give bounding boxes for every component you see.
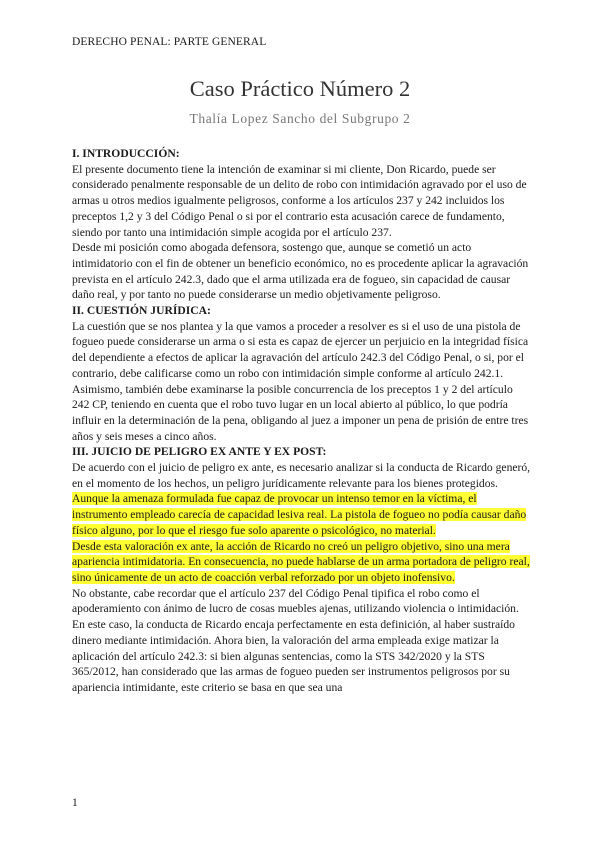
paragraph-cuestion-2: Asimismo, también debe examinarse la posible concurrencia de los preceptos 1 y 2 del artículo 242 CP, teniendo en cuenta que el robo tuvo lugar en un local abierto al público, lo que podría influir en la determinación de la pena, obligando al juez a imponer un pena de prisión de entre tres años y seis meses a cinco años. <box>72 382 529 443</box>
paragraph-intro-2: Desde mi posición como abogada defensora, sostengo que, aunque se cometió un acto intimidatorio con el fin de obtener un beneficio económico, no es procedente aplicar la agravación prevista en el artículo 242.3, dado que el arma utilizada era de fogueo, sin capacidad de causar daño real, y por tanto no puede considerarse un medio objetivamente peligroso. <box>72 241 529 302</box>
paragraph-intro-1: El presente documento tiene la intención de examinar si mi cliente, Don Ricardo, puede ser considerado penalmente responsable de un delito de robo con intimidación agravado por el uso de armas u otros medios igualmente peligrosos, conforme a los artículos 237 y 242 incluidos los preceptos 1,2 y 3 del Código Penal o si por el contrario esta acusación carece de fundamento, siendo por tanto una intimidación simple acogida por el artículo 237. <box>72 162 527 239</box>
page-number: 1 <box>72 797 78 809</box>
highlighted-paragraph-2 <box>72 539 532 586</box>
section-heading-juicio-peligro: III. JUICIO DE PELIGRO EX ANTE Y EX POST: <box>72 445 327 459</box>
paragraph-cuestion-1: La cuestión que se nos plantea y la que vamos a proceder a resolver es si el uso de una pistola de fogueo puede considerarse un arma o si esta es capaz de ejercer un perjuicio en la integridad física del dependiente a efectos de aplicar la agravación del artículo 242.3 del Código Penal, o si, por el contrario, debe calificarse como un robo con intimidación simple conforme al artículo 242.1. <box>72 319 529 380</box>
paragraph-juicio-1: De acuerdo con el juicio de peligro ex ante, es necesario analizar si la conducta de Ricardo generó, en el momento de los hechos, un peligro jurídicamente relevante para los bienes protegidos. <box>72 461 531 490</box>
document-title: Caso Práctico Número 2 <box>189 76 411 101</box>
section-heading-cuestion-juridica: II. CUESTIÓN JURÍDICA: <box>72 304 211 318</box>
section-heading-introduccion: I. INTRODUCCIÓN: <box>72 147 180 160</box>
document-header: DERECHO PENAL: PARTE GENERAL <box>72 36 267 48</box>
document-body <box>72 146 532 696</box>
highlight-text-1: Aunque la amenaza formulada fue capaz de provocar un intenso temor en la víctima, el instrumento empleado carecía de capacidad lesiva real. La pistola de fogueo no podía causar daño físico alguno, por lo que el riesgo fue solo aparente o psicológico, no material. <box>72 492 527 537</box>
highlighted-paragraph-1 <box>72 491 532 538</box>
paragraph-juicio-2: No obstante, cabe recordar que el artículo 237 del Código Penal tipifica el robo como el apoderamiento con ánimo de lucro de cosas muebles ajenas, utilizando violencia o intimidación. En este caso, la conducta de Ricardo encaja perfectamente en esta definición, al haber sustraído dinero mediante intimidación. Ahora bien, la valoración del arma empleada exige matizar la aplicación del artículo 242.3: si bien algunas sentencias, como la STS 342/2020 y la STS 365/2012, han considerado que las armas de fogueo pueden ser instrumentos peligrosos por su apariencia intimidante, este criterio se basa en que sea una <box>72 586 519 694</box>
document-subtitle: Thalía Lopez Sancho del Subgrupo 2 <box>189 111 411 126</box>
highlight-text-2: Desde esta valoración ex ante, la acción de Ricardo no creó un peligro objetivo, sino una mera apariencia intimidatoria. En consecuencia, no puede hablarse de un arma portadora de peligro real, sino únicamente de un acto de coacción verbal reforzado por un objeto inofensivo. <box>72 539 530 584</box>
